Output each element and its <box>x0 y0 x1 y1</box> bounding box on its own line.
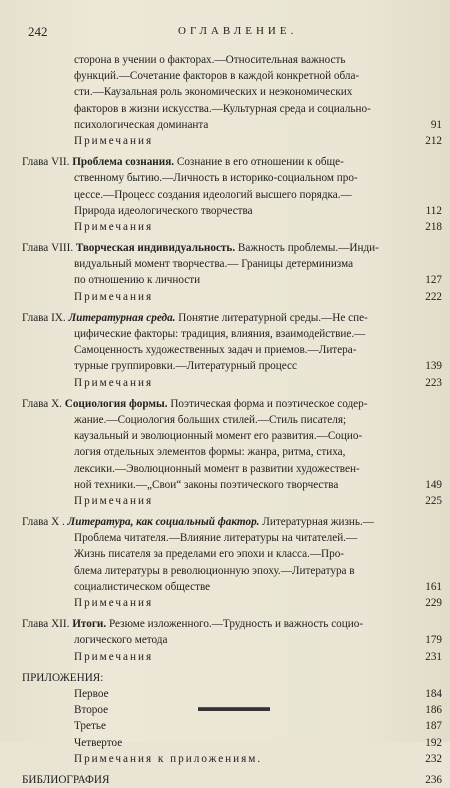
toc-line: логического метода 179 <box>22 632 442 648</box>
page-ref: 184 <box>425 687 442 700</box>
appendix-item: Третье 187 <box>22 718 442 734</box>
page-ref: 225 <box>425 494 442 507</box>
appendix-item: Первое 184 <box>22 686 442 702</box>
toc-line: факторов в жизни искусства.—Культурная среда и социально- <box>74 102 371 115</box>
notes-line: Примечания 223 <box>22 375 442 391</box>
page-ref: 186 <box>425 704 442 717</box>
page-ref: 218 <box>425 220 442 233</box>
toc-line: блема литературы в революционную эпоху.—Литература в <box>74 564 355 577</box>
notes-line: Примечания 229 <box>22 595 442 611</box>
chapter-heading: Глава IX. Литературная среда. Понятие литературной среды.—Не спе- <box>22 311 368 324</box>
toc-line: турные группировки.—Литературный процесс 139 <box>22 358 442 374</box>
chapter-heading: Глава VII. Проблема сознания. Сознание в его отношении к обще- <box>22 156 344 169</box>
closing-rule <box>198 707 270 711</box>
toc-line: Самоценность художественных задач и приемов.—Литера- <box>74 344 357 357</box>
toc-line: логия отдельных элементов формы: жанра, ритма, стиха, <box>74 446 346 459</box>
bibliography-line: БИБЛИОГРАФИЯ 236 <box>22 772 442 788</box>
toc-line: жание.—Социология больших стилей.—Стиль писателя; <box>74 413 347 426</box>
toc-line: Жизнь писателя за пределами его эпохи и класса.—Про- <box>74 548 345 561</box>
page-ref: 161 <box>425 580 442 593</box>
toc-line: цифические факторы: традиция, влияния, взаимодействие.— <box>74 328 366 340</box>
chapter-heading: Глава VIII. Творческая индивидуальность. Важность проблемы.—Инди- <box>22 242 379 255</box>
appendix-item: Второе 186 <box>22 702 442 718</box>
page-ref: 192 <box>425 736 442 749</box>
page-header <box>28 24 430 40</box>
page-ref: 139 <box>425 360 442 373</box>
toc-line: сти.—Каузальная роль экономических и неэкономических <box>74 86 353 99</box>
toc-line: Природа идеологического творчества 112 <box>22 203 442 219</box>
page-ref: 112 <box>425 204 442 217</box>
page-ref: 222 <box>425 290 442 303</box>
page-ref: 187 <box>425 720 442 733</box>
page-ref: 236 <box>425 773 442 786</box>
notes-line: Примечания 212 <box>22 133 442 149</box>
chapter-heading: Глава XII. Итоги. Резюме изложенного.—Трудность и важность социо- <box>22 618 364 631</box>
chapter-heading: Глава X . Литература, как социальный фактор. Литературная жизнь.— <box>22 516 374 529</box>
notes-line: Примечания 218 <box>22 219 442 235</box>
toc-line: сторона в учении о факторах.—Относительная важность <box>74 54 346 66</box>
toc-line: каузальный и эволюционный момент его развития.—Социо- <box>74 430 363 443</box>
toc-line: функций.—Сочетание факторов в каждой конкретной обла- <box>74 70 360 83</box>
toc-line: по отношению к личности 127 <box>22 272 442 288</box>
toc-line: лексики.—Эволюционный момент в развитии художествен- <box>74 462 360 475</box>
toc-line: ной техники.—„Свои“ законы поэтического творчества 149 <box>22 477 442 493</box>
notes-line: Примечания 231 <box>22 649 442 665</box>
notes-line: Примечания 225 <box>22 493 442 509</box>
toc-line: Проблема читателя.—Влияние литературы на читателей.— <box>74 532 358 545</box>
notes-line: Примечания к приложениям. 232 <box>22 751 442 767</box>
toc-line: цессе.—Процесс создания идеологий высшего порядка.— <box>74 188 352 201</box>
page-ref: 149 <box>425 478 442 491</box>
chapter-heading: Глава X. Социология формы. Поэтическая форма и поэтическое содер- <box>22 397 368 410</box>
appendix-heading: ПРИЛОЖЕНИЯ: <box>22 671 104 684</box>
page-ref: 127 <box>425 274 442 287</box>
page-number: 242 <box>28 24 48 39</box>
appendix-item: Четвертое 192 <box>22 735 442 751</box>
table-of-contents <box>22 52 442 788</box>
page-ref: 223 <box>425 376 442 389</box>
page-ref: 231 <box>425 650 442 663</box>
page-ref: 232 <box>425 752 442 765</box>
page-ref: 212 <box>425 134 442 147</box>
toc-line: психологическая доминанта 91 <box>22 117 442 133</box>
page-ref: 229 <box>425 597 442 609</box>
notes-line: Примечания 222 <box>22 289 442 305</box>
running-title: ОГЛАВЛЕНИЕ. <box>178 25 298 37</box>
page-ref: 179 <box>425 634 442 647</box>
page-ref: 91 <box>430 118 442 131</box>
toc-line: социалистическом обществе 161 <box>22 579 442 595</box>
toc-line: ственному бытию.—Личность в историко-социальном про- <box>74 172 358 185</box>
toc-line: видуальный момент творчества.— Границы детерминизма <box>74 258 354 271</box>
